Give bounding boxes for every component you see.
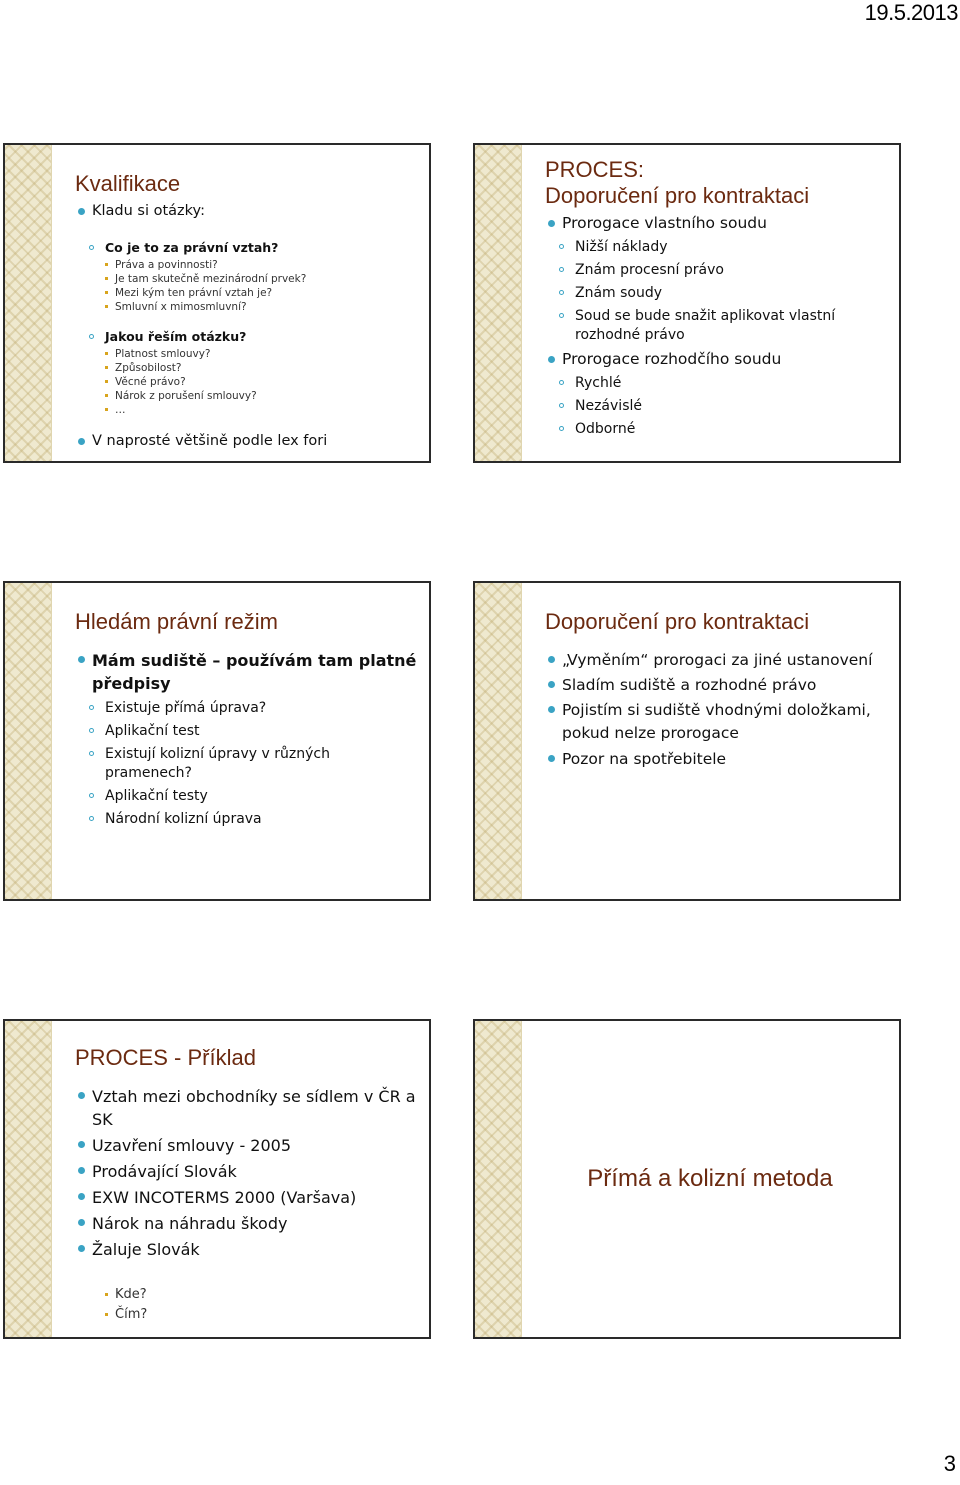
list-item: Jakou řeším otázku? [75,328,419,345]
list-item: Existuje přímá úprava? [75,699,419,718]
list-item: Pojistím si sudiště vhodnými doložkami, pokud nelze prorogace [545,699,889,745]
slide-decor-band [475,1021,522,1337]
list-item: Existují kolizní úpravy v různých pramenech? [75,745,419,783]
slide-title: Přímá a kolizní metoda [587,1165,833,1192]
list-item: Způsobilost? [75,361,419,375]
list-item: „Vyměním“ prorogaci za jiné ustanovení [545,649,889,671]
list-item: Práva a povinnosti? [75,258,419,272]
list-item: Aplikační testy [75,787,419,806]
slide-title-line1: PROCES: [545,157,645,182]
list-item: Nižší náklady [545,238,889,257]
slide-decor-band [5,583,52,899]
list-item: Kde? [75,1285,419,1305]
list-item: Národní kolizní úprava [75,810,419,829]
list-item: Nezávislé [545,397,889,416]
page-number: 3 [943,1451,956,1476]
list-item: Soud se bude snažit aplikovat vlastní rozhodné právo [545,307,889,345]
list-item: Mezi kým ten právní vztah je? [75,286,419,300]
slide-title: Kvalifikace [75,171,181,196]
slide-decor-band [475,583,522,899]
list-item: Aplikační test [75,722,419,741]
slide-proces-doporuceni [473,143,901,463]
list-item: EXW INCOTERMS 2000 (Varšava) [75,1186,419,1209]
slide-hledam-pravni-rezim [3,581,431,901]
slide-doporuceni-pro-kontraktaci [473,581,901,901]
list-item: … [75,403,419,417]
list-item: Je tam skutečně mezinárodní prvek? [75,272,419,286]
list-item: Rychlé [545,374,889,393]
list-item: Smluvní x mimosmluvní? [75,300,419,314]
list-item: V naprosté většině podle lex fori [75,431,419,452]
list-item: Prorogace rozhodčího soudu [545,349,889,370]
slide-title-line2: Doporučení pro kontraktaci [545,183,810,208]
list-item: Věcné právo? [75,375,419,389]
list-item: Mám sudiště – používám tam platné předpisy [75,649,419,695]
list-item: Odborné [545,420,889,439]
list-item: Sladím sudiště a rozhodné právo [545,674,889,696]
slide-title: Doporučení pro kontraktaci [545,609,810,634]
list-item: Uzavření smlouvy - 2005 [75,1134,419,1157]
slide-decor-band [475,145,522,461]
slide-proces-priklad [3,1019,431,1339]
list-item: Nárok z porušení smlouvy? [75,389,419,403]
list-item: Prodávající Slovák [75,1160,419,1183]
list-item: Nárok na náhradu škody [75,1212,419,1235]
list-item: Prorogace vlastního soudu [545,213,889,234]
list-item: Žaluje Slovák [75,1238,419,1261]
list-item: Čím? [75,1305,419,1325]
list-item: Vztah mezi obchodníky se sídlem v ČR a SK [75,1085,419,1131]
list-item: Pozor na spotřebitele [545,748,889,770]
slide-decor-band [5,145,52,461]
list-item: Co je to za právní vztah? [75,239,419,256]
slide-title: Hledám právní režim [75,609,278,634]
list-item: Znám soudy [545,284,889,303]
list-item: Kladu si otázky: [75,201,419,222]
slide-decor-band [5,1021,52,1337]
slide-kvalifikace [3,143,431,463]
list-item: Znám procesní právo [545,261,889,280]
page-date: 19.5.2013 [864,0,958,25]
slide-prima-a-kolizni-metoda [473,1019,901,1339]
list-item: Platnost smlouvy? [75,347,419,361]
slide-title [545,157,889,209]
slide-title: PROCES - Příklad [75,1045,256,1070]
